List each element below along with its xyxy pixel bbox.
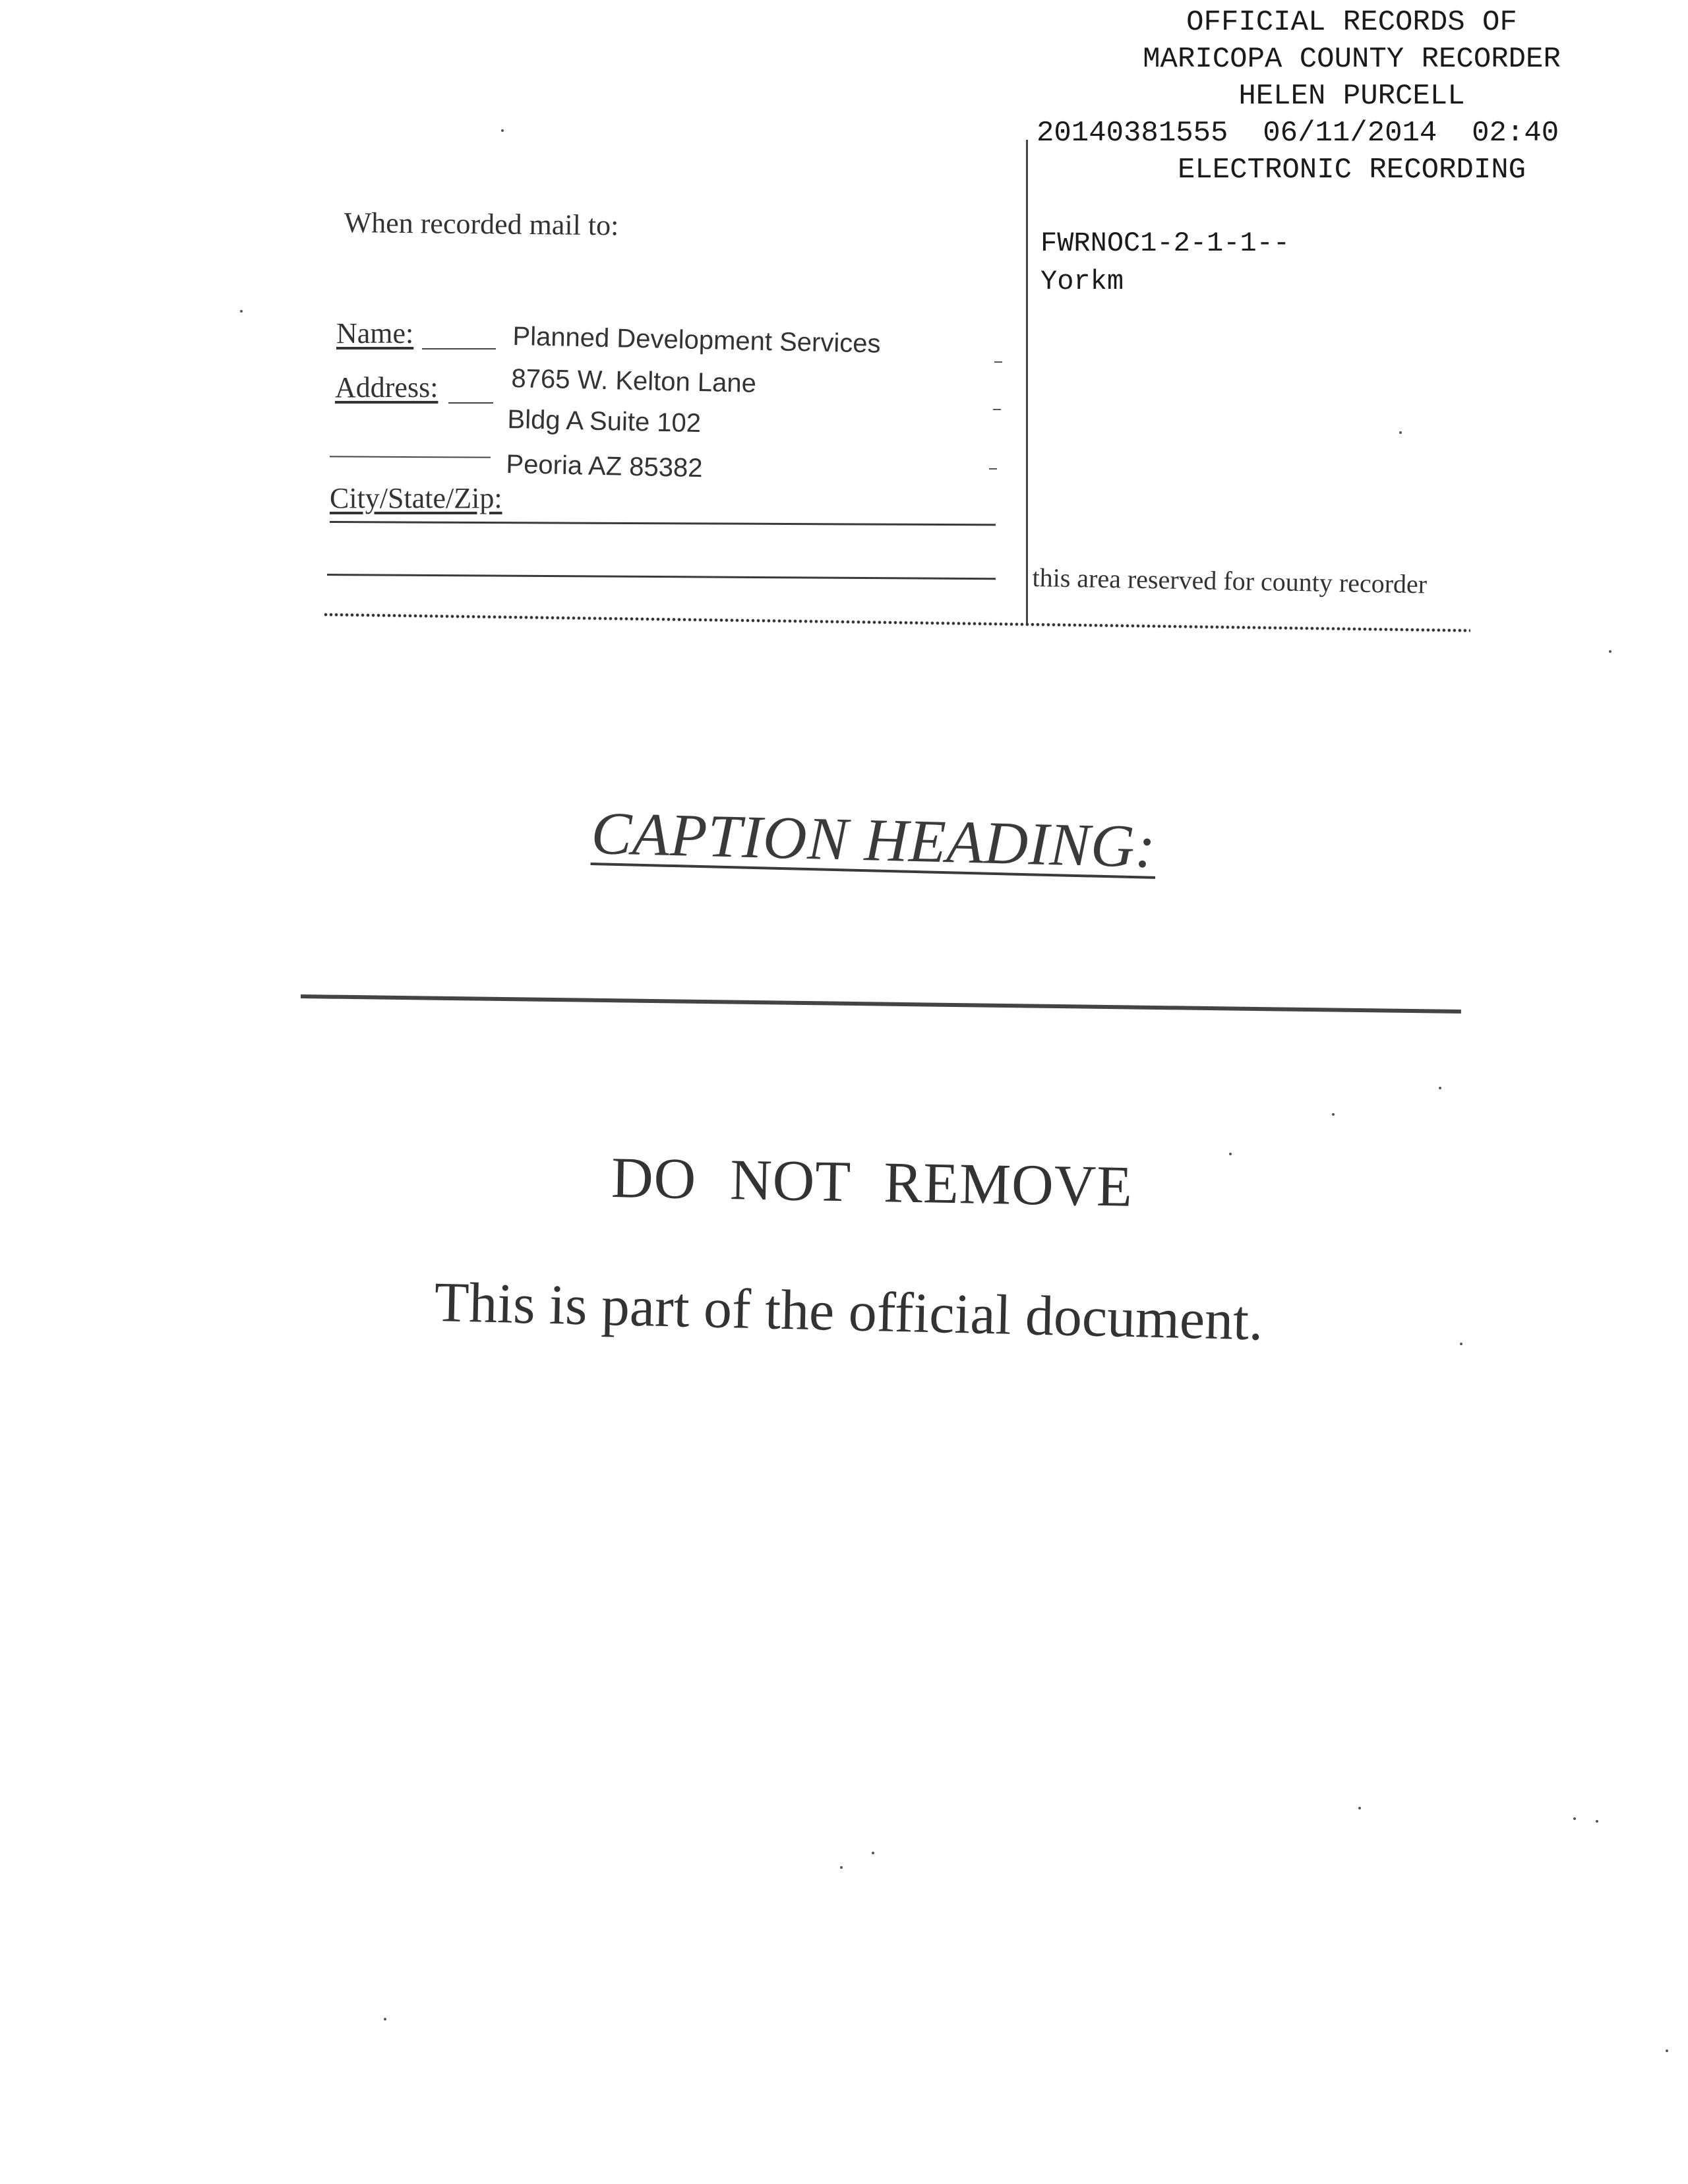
official-document-notice: This is part of the official document. (433, 1269, 1264, 1352)
scan-speck (1229, 1153, 1232, 1155)
blank-label-line (330, 456, 491, 458)
stamp-line-2: MARICOPA COUNTY RECORDER (1143, 43, 1561, 76)
address-line-1: 8765 W. Kelton Lane (511, 364, 757, 398)
document-code: FWRNOC1-2-1-1-- (1040, 228, 1290, 259)
scan-speck (1609, 650, 1612, 653)
address-line-3: Peoria AZ 85382 (506, 450, 703, 483)
stamp-line-3: HELEN PURCELL (1238, 80, 1465, 113)
scan-speck (1439, 1087, 1441, 1089)
caption-divider-rule (301, 994, 1461, 1014)
scan-speck (240, 310, 243, 313)
margin-tick (989, 468, 997, 470)
city-state-zip-line (330, 521, 996, 526)
scan-speck (1596, 1820, 1598, 1823)
name-label-line (422, 348, 496, 349)
dotted-separator (323, 612, 1470, 634)
margin-tick (993, 409, 1001, 410)
mail-to-heading: When recorded mail to: (344, 206, 619, 242)
stamp-line-5: ELECTRONIC RECORDING (1177, 154, 1526, 187)
scan-speck (1358, 1807, 1361, 1809)
reserved-area-note: this area reserved for county recorder (1032, 562, 1428, 599)
scan-speck (501, 129, 504, 132)
recorder-area-divider (1026, 140, 1028, 625)
scan-speck (1460, 1343, 1462, 1345)
scan-speck (384, 2018, 386, 2020)
caption-heading: CAPTION HEADING: (590, 799, 1157, 880)
address-label-line (448, 402, 493, 404)
scan-speck (872, 1852, 874, 1854)
scan-speck (840, 1866, 843, 1869)
address-line-2: Bldg A Suite 102 (507, 405, 702, 439)
stamp-line-1: OFFICIAL RECORDS OF (1186, 6, 1517, 39)
blank-address-line (327, 574, 996, 580)
margin-tick (994, 361, 1002, 363)
scan-speck (1666, 2049, 1668, 2052)
do-not-remove-title: DO NOT REMOVE (611, 1145, 1133, 1219)
name-label: Name: (336, 317, 414, 349)
address-label: Address: (335, 371, 438, 404)
scan-speck (1332, 1113, 1335, 1116)
scan-speck (1573, 1817, 1576, 1820)
scan-speck (1399, 431, 1402, 434)
name-value: Planned Development Services (512, 322, 881, 359)
recording-number-date-time: 20140381555 06/11/2014 02:40 (1037, 117, 1559, 150)
city-state-zip-label: City/State/Zip: (330, 482, 502, 514)
recorder-user: Yorkm (1040, 266, 1124, 297)
